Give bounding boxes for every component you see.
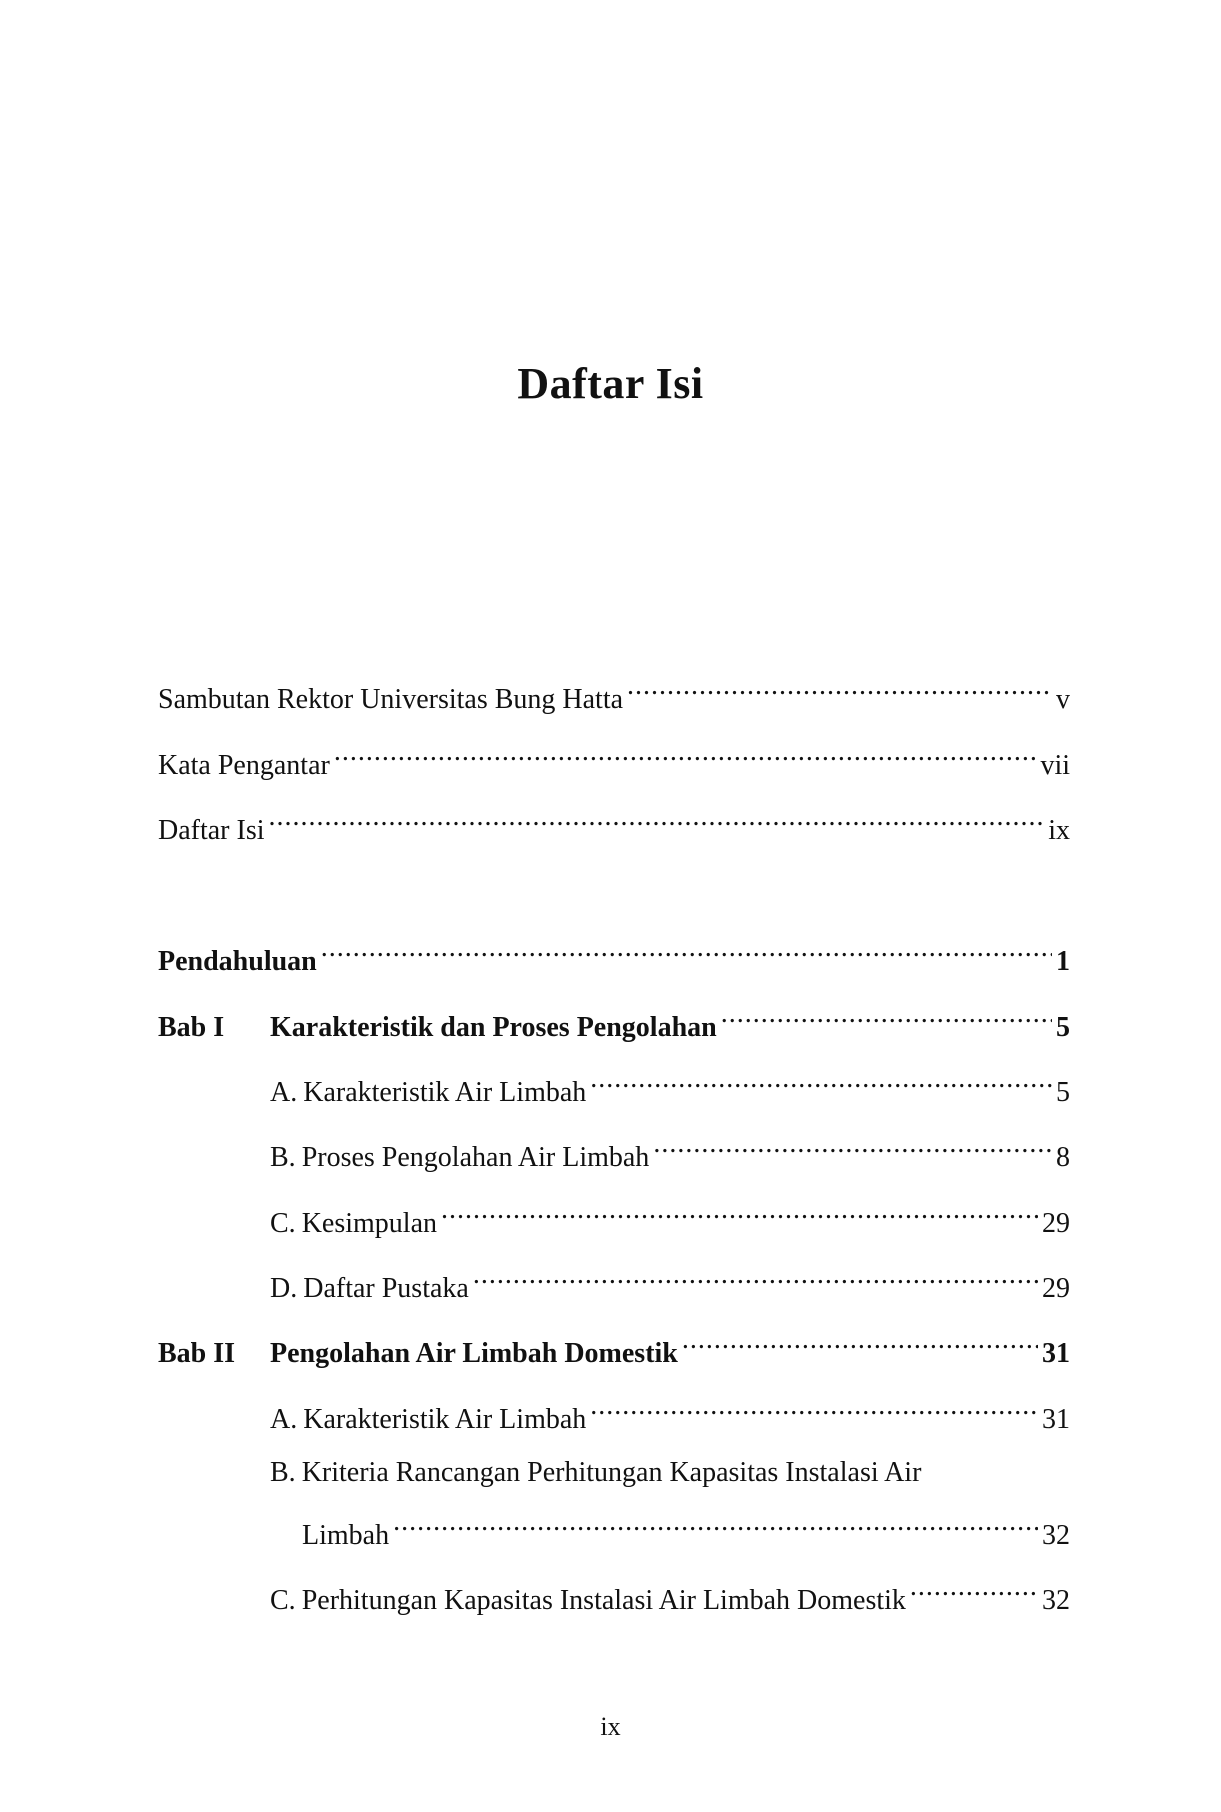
toc-page-number: v — [1056, 684, 1070, 715]
toc-entry-kata-pengantar[interactable] — [158, 734, 1070, 781]
toc-page-number: 5 — [1056, 1012, 1070, 1043]
dot-leader — [441, 1192, 1038, 1232]
section-letter: B. — [270, 1457, 296, 1488]
toc-section[interactable] — [158, 1192, 1070, 1239]
dot-leader — [473, 1257, 1038, 1297]
dot-leader — [393, 1504, 1038, 1544]
section-letter: B. — [270, 1142, 296, 1173]
section-title-continuation: Limbah — [302, 1520, 390, 1551]
toc-page-number: 1 — [1056, 946, 1070, 977]
chapter-title: Karakteristik dan Proses Pengolahan — [270, 1012, 717, 1043]
toc-page-number: 31 — [1042, 1338, 1070, 1369]
page-folio: ix — [600, 1712, 621, 1741]
toc-section[interactable] — [158, 1453, 1070, 1493]
dot-leader — [269, 799, 1045, 839]
dot-leader — [334, 734, 1037, 774]
dot-leader — [590, 1061, 1052, 1101]
toc-entry-sambutan[interactable] — [158, 668, 1070, 715]
toc-page-number: ix — [1048, 815, 1070, 846]
page-title: Daftar Isi — [517, 359, 704, 408]
toc-section[interactable] — [158, 1569, 1070, 1616]
toc-section[interactable] — [158, 1257, 1070, 1304]
toc-chapter-bab-1[interactable] — [158, 996, 1070, 1043]
dot-leader — [321, 930, 1052, 970]
toc-page-number: 32 — [1042, 1585, 1070, 1616]
dot-leader — [682, 1322, 1038, 1362]
toc-entry-text: Kata Pengantar — [158, 750, 330, 781]
toc-section[interactable] — [158, 1126, 1070, 1173]
section-letter: C. — [270, 1208, 296, 1239]
section-letter: A. — [270, 1077, 298, 1108]
toc-page-number: vii — [1040, 750, 1070, 781]
section-letter: C. — [270, 1585, 296, 1616]
dot-leader — [590, 1388, 1038, 1428]
chapter-number: Bab I — [158, 1012, 225, 1043]
dot-leader — [653, 1126, 1052, 1166]
toc-entry-pendahuluan[interactable] — [158, 930, 1070, 977]
section-title: Kesimpulan — [301, 1208, 437, 1239]
section-title: Kriteria Rancangan Perhitungan Kapasitas Instalasi Air — [301, 1457, 922, 1488]
toc-entry-daftar-isi[interactable] — [158, 799, 1070, 846]
toc-entry-text: Daftar Isi — [158, 815, 265, 846]
toc-section[interactable] — [158, 1388, 1070, 1435]
dot-leader — [721, 996, 1052, 1036]
toc-page-number: 29 — [1042, 1273, 1070, 1304]
section-title: Karakteristik Air Limbah — [303, 1077, 587, 1108]
section-title: Proses Pengolahan Air Limbah — [301, 1142, 650, 1173]
chapter-title: Pengolahan Air Limbah Domestik — [270, 1338, 678, 1369]
toc-entry-text: Sambutan Rektor Universitas Bung Hatta — [158, 684, 624, 715]
section-letter: A. — [270, 1404, 298, 1435]
toc-section[interactable] — [158, 1061, 1070, 1108]
toc-page-number: 29 — [1042, 1208, 1070, 1239]
section-letter: D. — [270, 1273, 298, 1304]
chapter-number: Bab II — [158, 1338, 236, 1369]
section-title: Karakteristik Air Limbah — [303, 1404, 587, 1435]
toc-page-number: 5 — [1056, 1077, 1070, 1108]
toc-entry-text: Pendahuluan — [158, 946, 317, 977]
toc-section-continuation[interactable] — [158, 1504, 1070, 1551]
toc-chapter-bab-2[interactable] — [158, 1322, 1070, 1369]
section-title: Perhitungan Kapasitas Instalasi Air Limbah Domestik — [301, 1585, 906, 1616]
toc-page-number: 31 — [1042, 1404, 1070, 1435]
dot-leader — [627, 668, 1052, 708]
toc-page-number: 32 — [1042, 1520, 1070, 1551]
toc-page-number: 8 — [1056, 1142, 1070, 1173]
dot-leader — [910, 1569, 1038, 1609]
section-title: Daftar Pustaka — [303, 1273, 469, 1304]
